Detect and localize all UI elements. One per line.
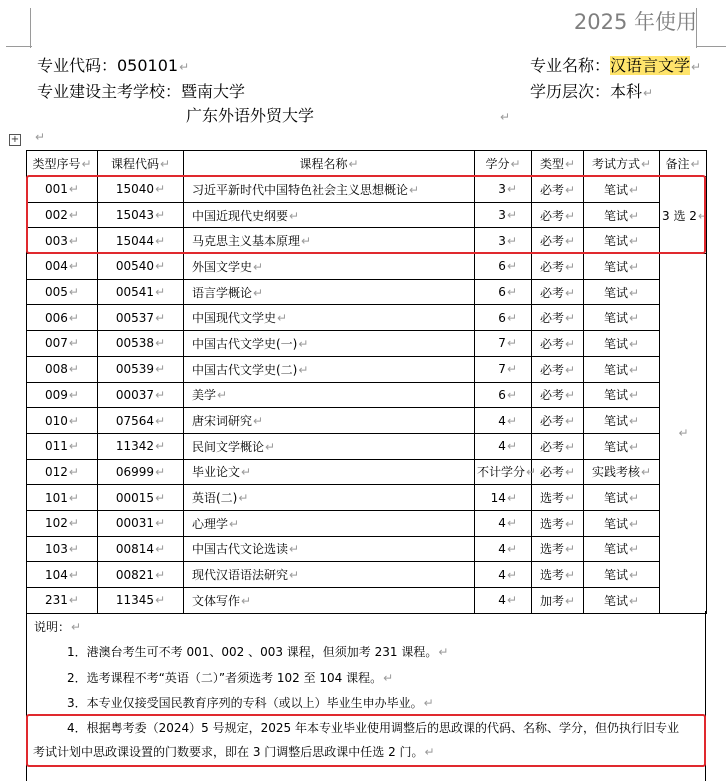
exam-method-cell: 笔试↵ [584,382,660,408]
exam-method-cell: 笔试↵ [584,202,660,228]
column-header: 课程代码↵ [98,151,184,177]
type-number-cell: 007↵ [27,331,98,357]
course-code-cell: 00821↵ [98,562,184,588]
column-header: 课程名称↵ [184,151,475,177]
exam-method-cell: 笔试↵ [584,588,660,614]
course-code-cell: 00541↵ [98,279,184,305]
credit-cell: 6↵ [475,254,532,280]
course-code-cell: 00539↵ [98,356,184,382]
notes-title: 说明：↵ [34,620,82,634]
course-type-cell: 必考↵ [532,228,584,254]
note-item-continued: 考试计划中思政课设置的门数要求，即在 3 门调整后思政课中任选 2 门。↵ [33,745,435,759]
type-number-cell: 005↵ [27,279,98,305]
major-code: 专业代码：050101↵ [37,56,190,75]
table-row [27,331,707,357]
course-type-cell: 选考↵ [532,485,584,511]
exam-method-cell: 笔试↵ [584,536,660,562]
crop-mark [696,46,726,47]
table-row [27,536,707,562]
column-header: 类型序号↵ [27,151,98,177]
course-code-cell: 00037↵ [98,382,184,408]
credit-cell: 3↵ [475,202,532,228]
course-type-cell: 必考↵ [532,408,584,434]
exam-method-cell: 笔试↵ [584,331,660,357]
table-row [27,254,707,280]
type-number-cell: 101↵ [27,485,98,511]
type-number-cell: 003↵ [27,228,98,254]
table-row [27,510,707,536]
credit-cell: 6↵ [475,279,532,305]
major-name: 专业名称：汉语言文学↵ [530,56,702,75]
course-type-cell: 加考↵ [532,588,584,614]
credit-cell: 4↵ [475,510,532,536]
column-header: 学分↵ [475,151,532,177]
course-name-cell: 中国现代文学史↵ [184,305,475,331]
course-name-cell: 毕业论文↵ [184,459,475,485]
type-number-cell: 008↵ [27,356,98,382]
type-number-cell: 104↵ [27,562,98,588]
course-code-cell: 15040↵ [98,177,184,203]
credit-cell: 不计学分↵ [475,459,532,485]
course-code-cell: 00031↵ [98,510,184,536]
type-number-cell: 010↵ [27,408,98,434]
course-code-cell: 00015↵ [98,485,184,511]
course-code-cell: 11342↵ [98,433,184,459]
exam-method-cell: 笔试↵ [584,485,660,511]
year-label: 2025 年使用 [573,10,697,34]
column-header: 类型↵ [532,151,584,177]
remark-cell: 3 选 2↵ [660,177,707,254]
paragraph-mark: ↵ [35,130,46,144]
course-type-cell: 选考↵ [532,536,584,562]
exam-method-cell: 笔试↵ [584,510,660,536]
exam-method-cell: 笔试↵ [584,408,660,434]
course-type-cell: 必考↵ [532,177,584,203]
table-row [27,305,707,331]
type-number-cell: 001↵ [27,177,98,203]
type-number-cell: 009↵ [27,382,98,408]
table-row [27,408,707,434]
exam-method-cell: 笔试↵ [584,562,660,588]
course-code-cell: 06999↵ [98,459,184,485]
note-item: 3．本专业仅接受国民教育序列的专科（或以上）毕业生申办毕业。↵ [67,696,434,710]
exam-method-cell: 笔试↵ [584,228,660,254]
note-item: 2．选考课程不考“英语（二）”者须选考 102 至 104 课程。↵ [67,671,394,685]
type-number-cell: 012↵ [27,459,98,485]
credit-cell: 7↵ [475,331,532,357]
annotation-box-politics-courses [26,175,706,254]
course-name-cell: 中国古代文学史(二)↵ [184,356,475,382]
course-type-cell: 必考↵ [532,382,584,408]
school-second: 广东外语外贸大学 ↵ [186,106,511,125]
remark-cell: ↵ [660,254,707,614]
course-code-cell: 15043↵ [98,202,184,228]
exam-method-cell: 笔试↵ [584,305,660,331]
course-type-cell: 必考↵ [532,433,584,459]
credit-cell: 3↵ [475,228,532,254]
course-type-cell: 必考↵ [532,202,584,228]
course-type-cell: 选考↵ [532,562,584,588]
course-name-cell: 马克思主义基本原理↵ [184,228,475,254]
credit-cell: 4↵ [475,562,532,588]
course-name-cell: 中国近现代史纲要↵ [184,202,475,228]
course-type-cell: 必考↵ [532,331,584,357]
course-name-cell: 心理学↵ [184,510,475,536]
note-item: 1．港澳台考生可不考 001、002 、003 课程，但须加考 231 课程。↵ [67,645,449,659]
type-number-cell: 231↵ [27,588,98,614]
table-row [27,356,707,382]
exam-method-cell: 实践考核↵ [584,459,660,485]
table-row [27,382,707,408]
course-code-cell: 15044↵ [98,228,184,254]
exam-method-cell: 笔试↵ [584,177,660,203]
course-code-cell: 07564↵ [98,408,184,434]
credit-cell: 6↵ [475,305,532,331]
table-row [27,562,707,588]
exam-method-cell: 笔试↵ [584,254,660,280]
credit-cell: 4↵ [475,536,532,562]
type-number-cell: 103↵ [27,536,98,562]
course-code-cell: 00537↵ [98,305,184,331]
course-code-cell: 11345↵ [98,588,184,614]
table-row [27,588,707,614]
course-name-cell: 民间文学概论↵ [184,433,475,459]
crop-mark [30,8,31,48]
course-code-cell: 00538↵ [98,331,184,357]
course-name-cell: 习近平新时代中国特色社会主义思想概论↵ [184,177,475,203]
course-name-cell: 外国文学史↵ [184,254,475,280]
school-label: 专业建设主考学校：暨南大学 [37,82,246,101]
course-code-cell: 00540↵ [98,254,184,280]
course-type-cell: 必考↵ [532,459,584,485]
type-number-cell: 006↵ [27,305,98,331]
credit-cell: 6↵ [475,382,532,408]
credit-cell: 4↵ [475,588,532,614]
table-move-handle-icon[interactable]: + [10,134,20,145]
education-level: 学历层次：本科↵ [530,82,654,101]
table-row [27,433,707,459]
course-code-cell: 00814↵ [98,536,184,562]
course-name-cell: 文体写作↵ [184,588,475,614]
major-name-value: 汉语言文学 [610,56,691,75]
column-header: 考试方式↵ [584,151,660,177]
column-header: 备注↵ [660,151,707,177]
credit-cell: 7↵ [475,356,532,382]
credit-cell: 3↵ [475,177,532,203]
type-number-cell: 002↵ [27,202,98,228]
table-row [27,279,707,305]
credit-cell: 4↵ [475,408,532,434]
table-row [27,485,707,511]
course-type-cell: 选考↵ [532,510,584,536]
course-type-cell: 必考↵ [532,356,584,382]
exam-method-cell: 笔试↵ [584,356,660,382]
type-number-cell: 102↵ [27,510,98,536]
table-row [27,459,707,485]
exam-method-cell: 笔试↵ [584,433,660,459]
course-type-cell: 必考↵ [532,279,584,305]
course-name-cell: 语言学概论↵ [184,279,475,305]
table-header-row [27,151,707,177]
annotation-box-note-4 [26,714,706,767]
note-item: 4．根据粤考委（2024）5 号规定，2025 年本专业毕业使用调整后的思政课的代码、名称、学分，但仍执行旧专业 [67,721,679,735]
credit-cell: 4↵ [475,433,532,459]
course-name-cell: 英语(二)↵ [184,485,475,511]
exam-method-cell: 笔试↵ [584,279,660,305]
crop-mark [6,46,32,47]
course-name-cell: 美学↵ [184,382,475,408]
course-name-cell: 现代汉语语法研究↵ [184,562,475,588]
type-number-cell: 004↵ [27,254,98,280]
course-name-cell: 中国古代文论选读↵ [184,536,475,562]
course-name-cell: 中国古代文学史(一)↵ [184,331,475,357]
course-type-cell: 必考↵ [532,305,584,331]
course-name-cell: 唐宋词研究↵ [184,408,475,434]
type-number-cell: 011↵ [27,433,98,459]
course-type-cell: 必考↵ [532,254,584,280]
credit-cell: 14↵ [475,485,532,511]
